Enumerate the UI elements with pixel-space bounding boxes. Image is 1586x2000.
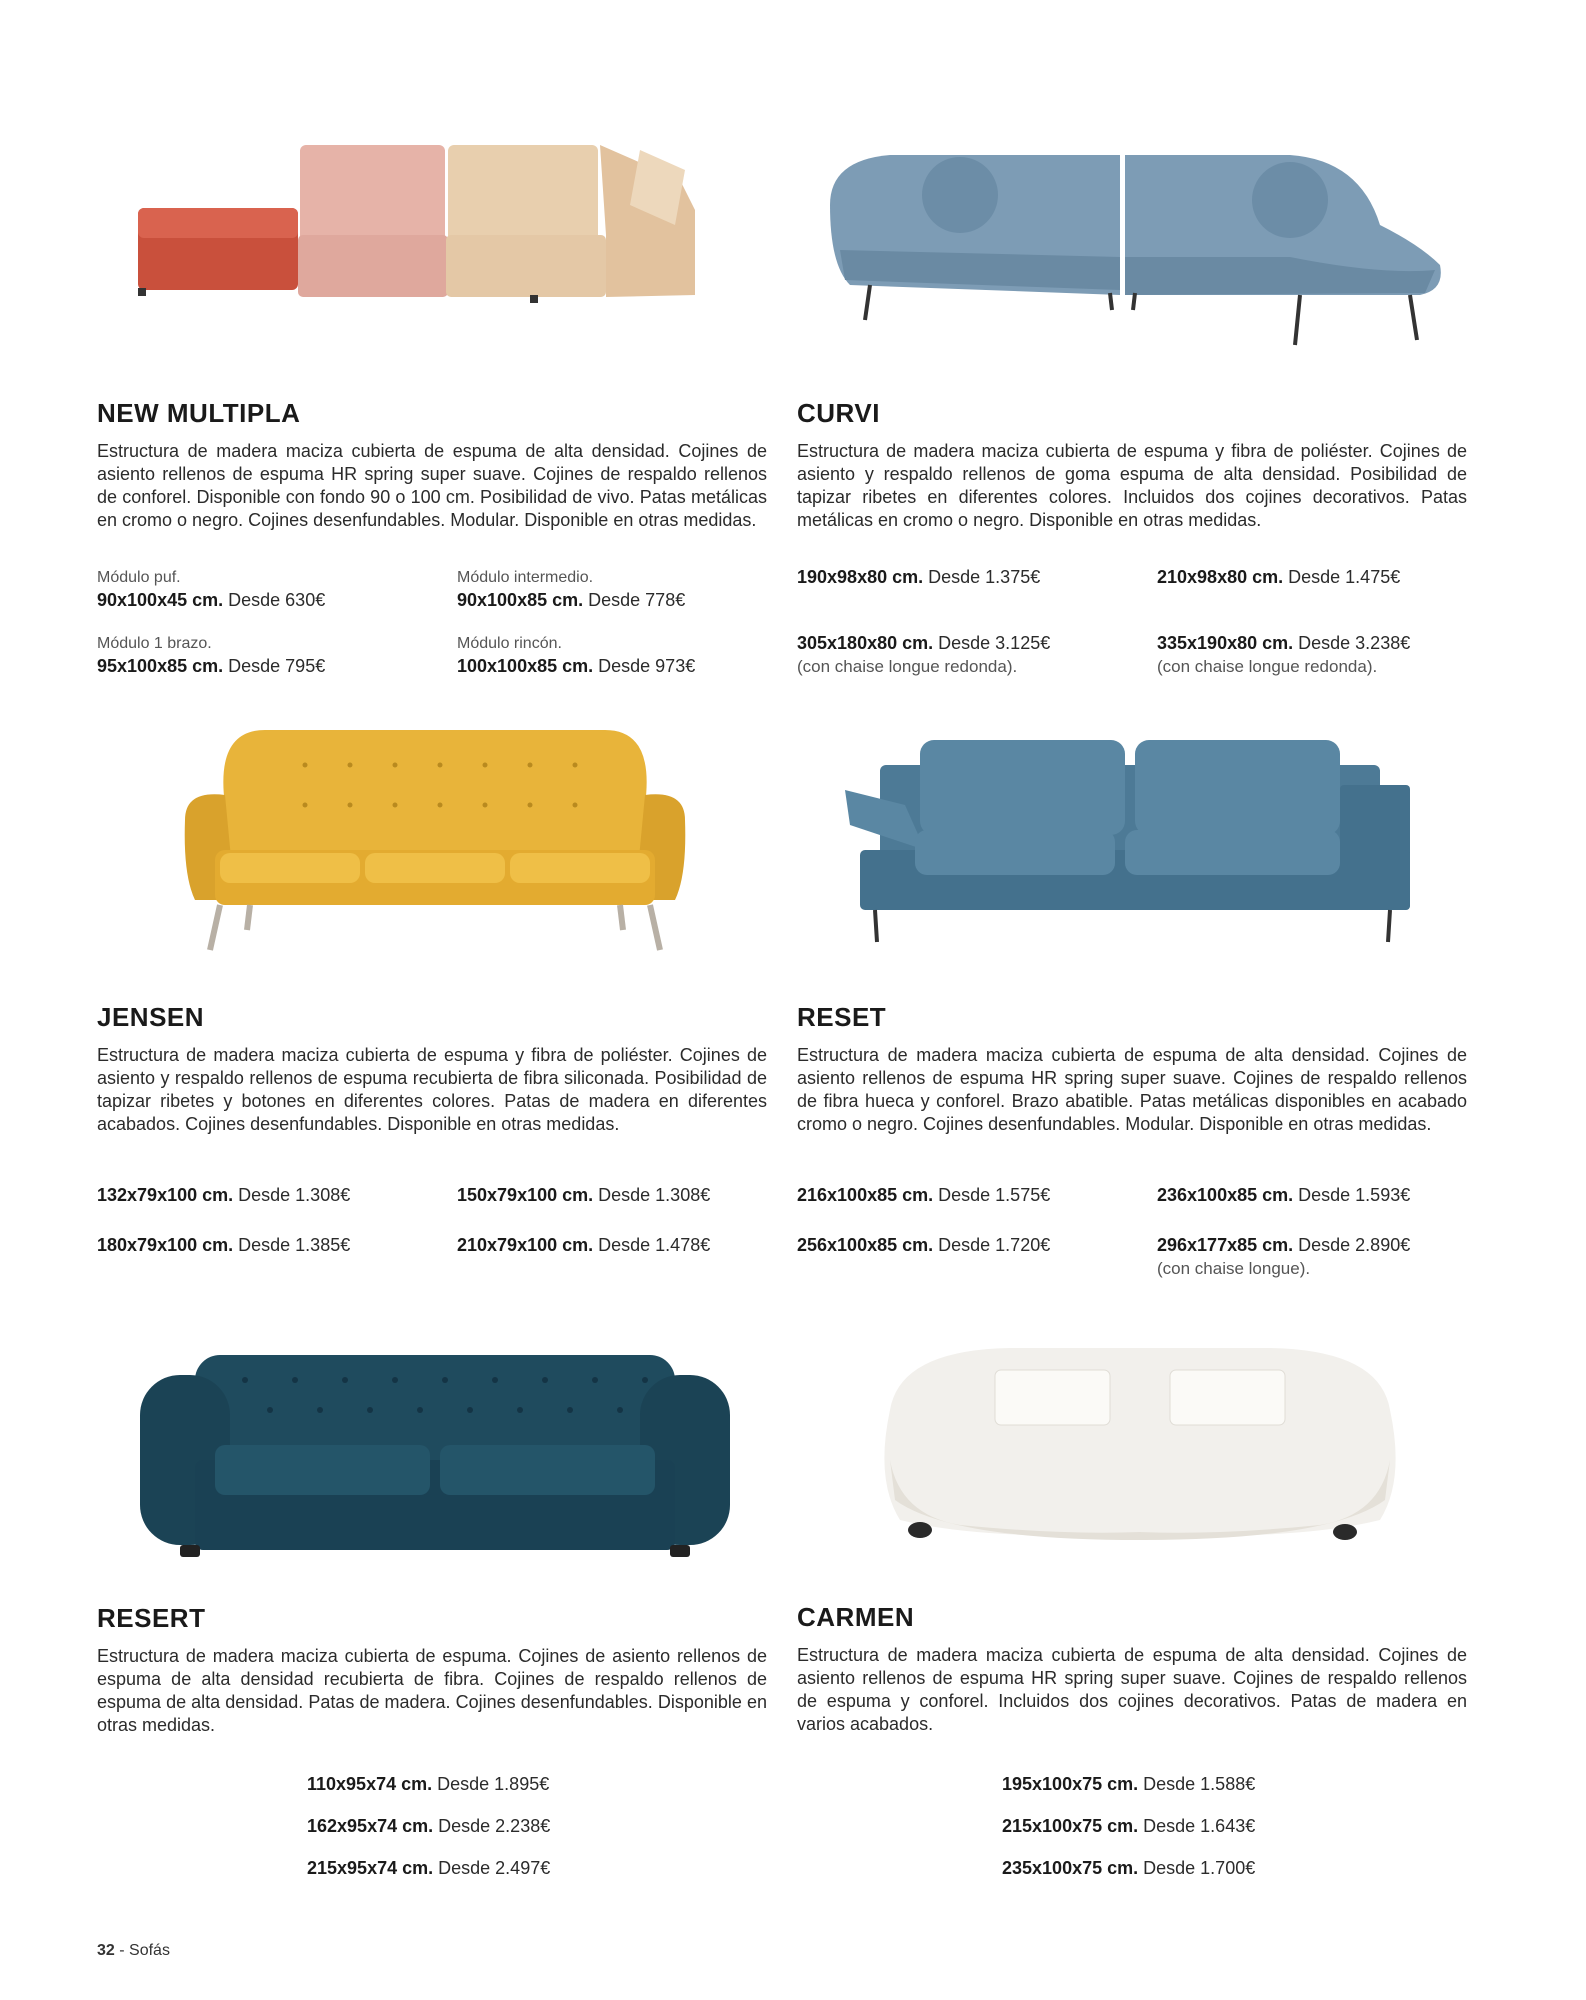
curvi-photo bbox=[820, 145, 1460, 355]
product-title: CARMEN bbox=[797, 1602, 915, 1632]
product-description: Estructura de madera maciza cubierta de espuma de alta densidad. Cojines de asiento rellenos de espuma HR spring super suave. Cojines de respaldo rellenos de espuma y conforel. Incluidos dos cojines decorativos. Patas de madera en varios acabados. bbox=[797, 1645, 1467, 1734]
price-note: (con chaise longue redonda). bbox=[1157, 657, 1378, 676]
product-description: Estructura de madera maciza cubierta de espuma. Cojines de asiento rellenos de espuma de alta densidad recubierta de fibra. Cojines de respaldo rellenos de espuma de alta densidad. Patas de madera. Cojines desenfundables. Disponible en otras medidas. bbox=[97, 1646, 767, 1735]
jensen-photo bbox=[175, 725, 695, 955]
dimensions: 216x100x85 cm. bbox=[797, 1185, 934, 1205]
price-item bbox=[797, 566, 1127, 589]
dimensions: 235x100x75 cm. bbox=[1002, 1858, 1139, 1878]
product-title: RESERT bbox=[97, 1603, 206, 1633]
price: Desde 1.593€ bbox=[1298, 1185, 1411, 1205]
price: Desde 1.720€ bbox=[938, 1235, 1051, 1255]
product-title: NEW MULTIPLA bbox=[97, 398, 301, 428]
price-item bbox=[307, 1773, 607, 1796]
dimensions: 95x100x85 cm. bbox=[97, 656, 224, 676]
price-item bbox=[797, 1184, 1127, 1207]
dimensions: 162x95x74 cm. bbox=[307, 1816, 434, 1836]
carmen-photo bbox=[860, 1340, 1420, 1555]
section-name: - Sofás bbox=[119, 1942, 170, 1959]
module-label: Módulo puf. bbox=[97, 569, 181, 586]
price-item bbox=[1157, 1234, 1487, 1280]
price-item bbox=[1157, 566, 1487, 589]
price-item bbox=[457, 1234, 787, 1257]
price-item bbox=[457, 1184, 787, 1207]
price: Desde 1.895€ bbox=[437, 1774, 550, 1794]
price: Desde 1.478€ bbox=[598, 1235, 711, 1255]
price-item bbox=[97, 566, 427, 612]
dimensions: 100x100x85 cm. bbox=[457, 656, 594, 676]
price-item bbox=[457, 566, 787, 612]
price: Desde 3.125€ bbox=[938, 633, 1051, 653]
price-item bbox=[97, 1184, 427, 1207]
price: Desde 3.238€ bbox=[1298, 633, 1411, 653]
price-item bbox=[1157, 1184, 1487, 1207]
page-footer bbox=[97, 1942, 170, 1960]
price: Desde 973€ bbox=[598, 656, 696, 676]
price: Desde 1.643€ bbox=[1143, 1816, 1256, 1836]
dimensions: 150x79x100 cm. bbox=[457, 1185, 594, 1205]
price-item bbox=[797, 1234, 1127, 1257]
product-description: Estructura de madera maciza cubierta de espuma y fibra de poliéster. Cojines de asiento y respaldo rellenos de espuma recubierta de fibra siliconada. Posibilidad de tapizar ribetes y botones en diferentes colores. Patas de madera en diferentes acabados. Cojines desenfundables. Disponible en otras medidas. bbox=[97, 1045, 767, 1134]
page-number: 32 bbox=[97, 1942, 115, 1959]
price-item bbox=[97, 1234, 427, 1257]
dimensions: 132x79x100 cm. bbox=[97, 1185, 234, 1205]
dimensions: 296x177x85 cm. bbox=[1157, 1235, 1294, 1255]
price: Desde 2.890€ bbox=[1298, 1235, 1411, 1255]
product-title: JENSEN bbox=[97, 1002, 205, 1032]
module-label: Módulo rincón. bbox=[457, 635, 562, 652]
dimensions: 110x95x74 cm. bbox=[307, 1774, 433, 1794]
resert-photo bbox=[135, 1350, 735, 1565]
price: Desde 1.308€ bbox=[238, 1185, 351, 1205]
dimensions: 210x79x100 cm. bbox=[457, 1235, 594, 1255]
dimensions: 90x100x85 cm. bbox=[457, 590, 584, 610]
price-item bbox=[1002, 1815, 1302, 1838]
dimensions: 190x98x80 cm. bbox=[797, 567, 924, 587]
price-item bbox=[457, 632, 787, 678]
price: Desde 630€ bbox=[228, 590, 326, 610]
price: Desde 2.238€ bbox=[438, 1816, 551, 1836]
price-item bbox=[307, 1857, 607, 1880]
dimensions: 256x100x85 cm. bbox=[797, 1235, 934, 1255]
price: Desde 1.588€ bbox=[1143, 1774, 1256, 1794]
dimensions: 335x190x80 cm. bbox=[1157, 633, 1294, 653]
module-label: Módulo intermedio. bbox=[457, 569, 594, 586]
price-item bbox=[1002, 1857, 1302, 1880]
dimensions: 180x79x100 cm. bbox=[97, 1235, 234, 1255]
product-description: Estructura de madera maciza cubierta de espuma de alta densidad. Cojines de asiento rellenos de espuma HR spring super suave. Cojines de respaldo rellenos de conforel. Disponible con fondo 90 o 100 cm. Posibilidad de vivo. Patas metálicas en cromo o negro. Cojines desenfundables. Modular. Disponible en otras medidas. bbox=[97, 441, 767, 530]
price-item bbox=[1002, 1773, 1302, 1796]
price: Desde 2.497€ bbox=[438, 1858, 551, 1878]
reset-photo bbox=[835, 730, 1425, 950]
price: Desde 1.575€ bbox=[938, 1185, 1051, 1205]
dimensions: 236x100x85 cm. bbox=[1157, 1185, 1294, 1205]
price: Desde 1.700€ bbox=[1143, 1858, 1256, 1878]
price-note: (con chaise longue). bbox=[1157, 1259, 1311, 1278]
product-title: RESET bbox=[797, 1002, 887, 1032]
price: Desde 795€ bbox=[228, 656, 326, 676]
price-item bbox=[307, 1815, 607, 1838]
price-item bbox=[1157, 632, 1487, 678]
price: Desde 1.308€ bbox=[598, 1185, 711, 1205]
price-item bbox=[97, 632, 427, 678]
product-title: CURVI bbox=[797, 398, 880, 428]
price-item bbox=[797, 632, 1127, 678]
dimensions: 215x95x74 cm. bbox=[307, 1858, 434, 1878]
price: Desde 1.385€ bbox=[238, 1235, 351, 1255]
dimensions: 90x100x45 cm. bbox=[97, 590, 224, 610]
product-description: Estructura de madera maciza cubierta de espuma de alta densidad. Cojines de asiento rellenos de espuma HR spring super suave. Cojines de respaldo rellenos de fibra hueca y conforel. Brazo abatible. Patas metálicas disponibles en acabado cromo o negro. Cojines desenfundables. Modular. Disponible en otras medidas. bbox=[797, 1045, 1467, 1134]
price: Desde 1.475€ bbox=[1288, 567, 1401, 587]
module-label: Módulo 1 brazo. bbox=[97, 635, 212, 652]
price: Desde 778€ bbox=[588, 590, 686, 610]
new-multipla-photo bbox=[130, 140, 730, 330]
dimensions: 210x98x80 cm. bbox=[1157, 567, 1284, 587]
dimensions: 195x100x75 cm. bbox=[1002, 1774, 1139, 1794]
product-description: Estructura de madera maciza cubierta de espuma y fibra de poliéster. Cojines de asiento y respaldo rellenos de goma espuma de alta densidad. Posibilidad de tapizar ribetes en diferentes colores. Incluidos dos cojines decorativos. Patas metálicas en cromo o negro. Disponible en otras medidas. bbox=[797, 441, 1467, 530]
dimensions: 215x100x75 cm. bbox=[1002, 1816, 1139, 1836]
dimensions: 305x180x80 cm. bbox=[797, 633, 934, 653]
price-note: (con chaise longue redonda). bbox=[797, 657, 1018, 676]
price: Desde 1.375€ bbox=[928, 567, 1041, 587]
